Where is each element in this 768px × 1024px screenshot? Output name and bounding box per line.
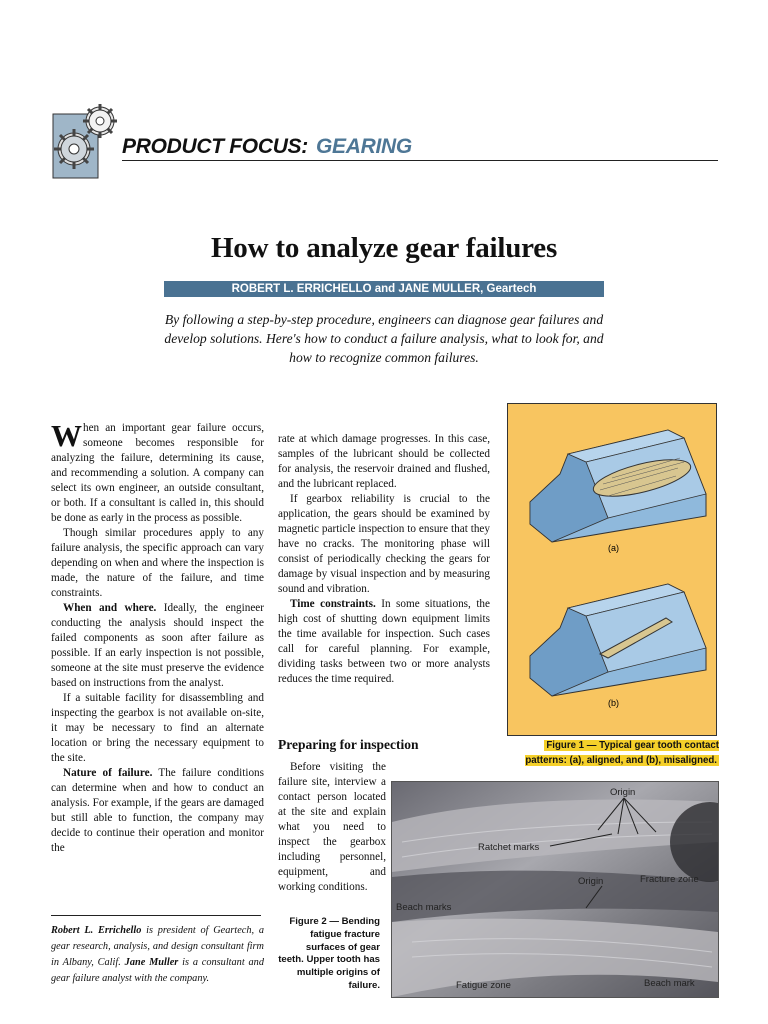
author-bio: [51, 923, 264, 987]
figure-2: [391, 781, 719, 998]
paragraph: [51, 601, 264, 691]
subhead: Preparing for inspection: [278, 737, 419, 752]
figure-2-label-origin-mid: Origin: [578, 876, 604, 887]
paragraph-text: Ideally, the engineer conducting the analysis should inspect the failed components as soon after failure as possible. If an early inspection is not possible, someone at the site must preserve the evidence based on instructions from the analyst.: [51, 602, 264, 689]
body-column-1: [51, 418, 264, 856]
paragraph-text: In some situations, the high cost of shutting down equipment limits the time available for inspection. Such cases call for careful planning. For example, dividing tasks between two or more analysts reduces the time required.: [278, 598, 490, 685]
figure-1: [507, 403, 717, 736]
run-in-head: When and where.: [63, 602, 157, 614]
header-rule: [122, 160, 718, 161]
paragraph: If a suitable facility for disassembling and inspecting the gearbox is not available on-site, it may be necessary to find an alternate location or bring the necessary equipment to the site.: [51, 692, 264, 764]
paragraph: Though similar procedures apply to any failure analysis, the specific approach can vary depending on when and where the inspection is made, the nature of the failure, and time constraints.: [51, 527, 264, 599]
section-label: [122, 135, 412, 159]
run-in-head: Nature of failure.: [63, 767, 153, 779]
caption-text: Figure 1 — Typical gear tooth contact patterns: (a), aligned, and (b), misaligned.: [525, 740, 719, 766]
run-in-head: Time constraints.: [290, 598, 376, 610]
author-name: Robert L. Errichello: [51, 925, 142, 936]
figure-2-label-fracture: Fracture zone: [640, 874, 699, 885]
gear-logo-icon: [52, 99, 122, 179]
figure-1-caption: [505, 738, 719, 768]
figure-1-label-a: (a): [608, 543, 619, 553]
paragraph: [278, 597, 490, 687]
paragraph: If gearbox reliability is crucial to the application, the gears should be examined by magnetic particle inspection to ensure that they have no cracks. The monitoring phase will consist of periodically checking the gears for damage by visual inspection and by measuring sound and vibration.: [278, 493, 490, 595]
section-name: PRODUCT FOCUS:: [122, 135, 308, 158]
paragraph-text: The failure conditions can determine when and how to conduct an analysis. For example, if the gears are damaged but still able to function, the company may decide to continue their operation and monitor the: [51, 767, 264, 854]
gear-tooth-aligned: [530, 430, 706, 542]
figure-2-label-fatigue: Fatigue zone: [456, 980, 511, 991]
body-column-2: [278, 432, 490, 687]
paragraph: rate at which damage progresses. In this case, samples of the lubricant should be collected for analysis, the reservoir drained and flushed, and the lubricant replaced.: [278, 433, 490, 490]
paragraph: [51, 418, 264, 526]
fracture-photo: [392, 782, 718, 997]
bio-rule: [51, 915, 261, 916]
article-dek: By following a step-by-step procedure, engineers can diagnose gear failures and develop solutions. Here's how to conduct a failure analysis, what to look for, and how to recognize common failures.: [164, 312, 604, 365]
article-title: How to analyze gear failures: [210, 232, 558, 264]
article-byline: ROBERT L. ERRICHELLO and JANE MULLER, Geartech: [164, 281, 604, 297]
bio-text: is a consultant and gear failure analyst with the company.: [51, 957, 264, 984]
gear-tooth-misaligned: [530, 584, 706, 696]
figure-2-label-beach-left: Beach marks: [396, 902, 452, 913]
figure-2-label-ratchet: Ratchet marks: [478, 842, 540, 853]
drop-cap: W: [51, 418, 82, 453]
body-column-2-lower: [278, 760, 386, 895]
figure-2-label-origin-top: Origin: [610, 787, 636, 798]
section-topic: GEARING: [315, 135, 412, 158]
bio-text: is president of Geartech, a gear research, analysis, and design consultant firm in Albany, Calif.: [51, 925, 264, 968]
gear-tooth-illustration: [508, 404, 716, 735]
paragraph-text: hen an important gear failure occurs, someone becomes responsible for analyzing the failure, determining its cause, and recommending a solution. A company can select its own engineer, an outside consultant, or both. If a consultant is called in, this should be done as early in the process as possible.: [51, 422, 264, 524]
figure-2-label-beach-right: Beach mark: [644, 978, 695, 989]
paragraph: Before visiting the failure site, interview a contact person located at the site and explain what you need to inspect the gearbox including personnel, equipment, and working conditions.: [278, 761, 386, 893]
figure-1-label-b: (b): [608, 698, 619, 708]
figure-2-caption: Figure 2 — Bending fatigue fracture surfaces of gear teeth. Upper tooth has multiple origins of failure.: [278, 916, 380, 991]
paragraph: [51, 766, 264, 856]
author-name: Jane Muller: [124, 957, 179, 968]
